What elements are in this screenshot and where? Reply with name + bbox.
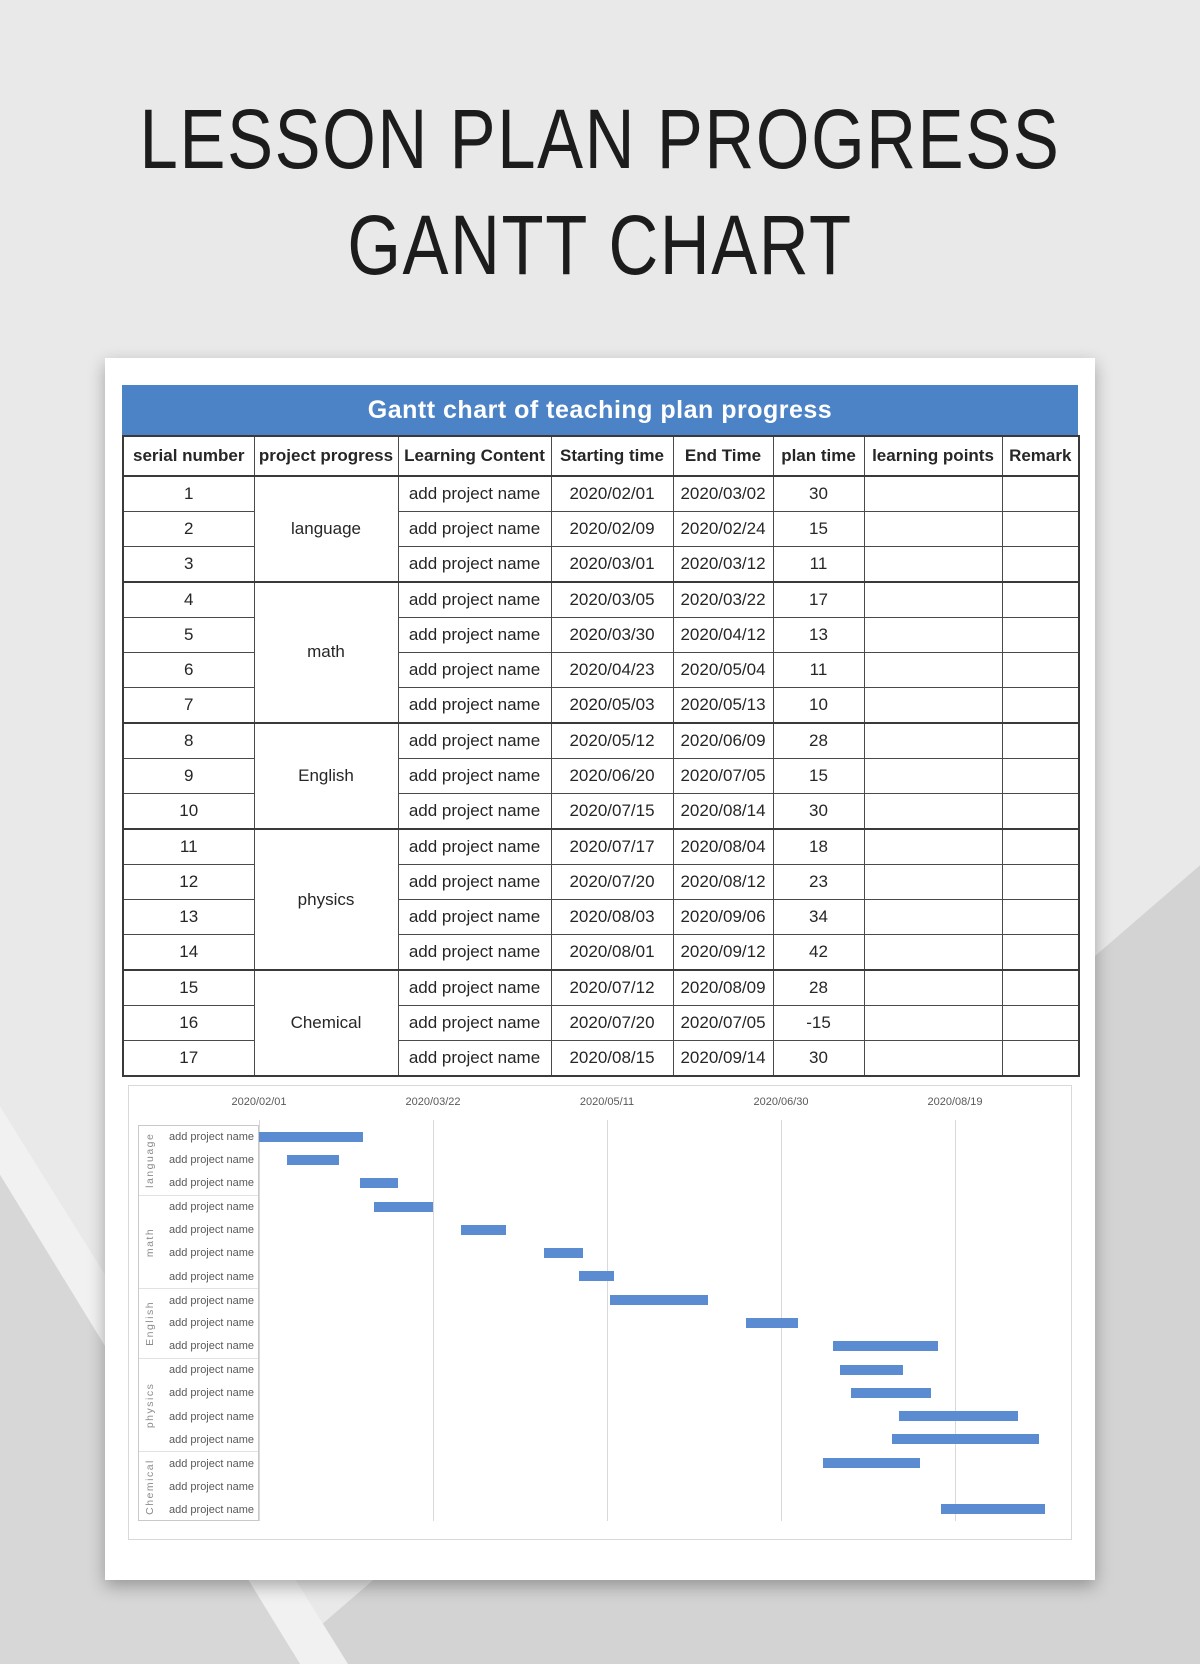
gantt-task-label: add project name <box>169 1131 254 1144</box>
plan-time-cell: 30 <box>773 476 864 511</box>
serial-cell: 11 <box>123 829 254 864</box>
end-time-cell: 2020/07/05 <box>673 758 773 793</box>
content-cell: add project name <box>398 864 551 899</box>
remark-cell <box>1002 829 1079 864</box>
subject-cell: physics <box>254 829 398 970</box>
end-time-cell: 2020/09/14 <box>673 1041 773 1076</box>
content-cell: add project name <box>398 547 551 582</box>
plan-time-cell: 23 <box>773 864 864 899</box>
gantt-task-label: add project name <box>169 1504 254 1517</box>
plan-time-cell: 11 <box>773 652 864 687</box>
remark-cell <box>1002 758 1079 793</box>
serial-cell: 2 <box>123 511 254 546</box>
gantt-bar <box>461 1225 506 1235</box>
learning-points-cell <box>864 652 1002 687</box>
content-cell: add project name <box>398 829 551 864</box>
remark-cell <box>1002 864 1079 899</box>
gantt-axis-label: 2020/03/22 <box>405 1096 461 1108</box>
gantt-bar <box>899 1411 1017 1421</box>
serial-cell: 7 <box>123 688 254 723</box>
learning-points-cell <box>864 900 1002 935</box>
page-title <box>108 86 1092 298</box>
gantt-bar <box>544 1248 582 1258</box>
start-time-cell: 2020/07/20 <box>551 1005 673 1040</box>
remark-cell <box>1002 652 1079 687</box>
gantt-group-section <box>139 1196 258 1289</box>
remark-cell <box>1002 794 1079 829</box>
table-row <box>123 723 1079 758</box>
end-time-cell: 2020/04/12 <box>673 617 773 652</box>
remark-cell <box>1002 511 1079 546</box>
remark-cell <box>1002 723 1079 758</box>
start-time-cell: 2020/03/01 <box>551 547 673 582</box>
end-time-cell: 2020/08/14 <box>673 794 773 829</box>
gantt-group-section <box>139 1452 258 1522</box>
serial-cell: 14 <box>123 935 254 970</box>
gantt-group-section <box>139 1359 258 1452</box>
gantt-bar <box>287 1155 339 1165</box>
gantt-group-name: language <box>144 1132 156 1189</box>
content-cell: add project name <box>398 652 551 687</box>
gantt-task-label: add project name <box>169 1433 254 1446</box>
start-time-cell: 2020/07/15 <box>551 794 673 829</box>
plan-time-cell: 42 <box>773 935 864 970</box>
content-cell: add project name <box>398 1041 551 1076</box>
subject-cell: language <box>254 476 398 582</box>
learning-points-cell <box>864 476 1002 511</box>
content-cell: add project name <box>398 723 551 758</box>
gantt-bar <box>892 1434 1038 1444</box>
plan-time-cell: 13 <box>773 617 864 652</box>
header-cell-learning-content: Learning Content <box>398 436 551 476</box>
end-time-cell: 2020/03/12 <box>673 547 773 582</box>
gantt-task-label: add project name <box>169 1294 254 1307</box>
content-cell: add project name <box>398 688 551 723</box>
remark-cell <box>1002 688 1079 723</box>
learning-points-cell <box>864 723 1002 758</box>
gantt-bar <box>360 1178 398 1188</box>
learning-points-cell <box>864 1005 1002 1040</box>
plan-time-cell: 11 <box>773 547 864 582</box>
end-time-cell: 2020/08/04 <box>673 829 773 864</box>
gantt-task-label: add project name <box>169 1270 254 1283</box>
gantt-gridline <box>433 1120 434 1521</box>
serial-cell: 16 <box>123 1005 254 1040</box>
gantt-bar <box>259 1132 363 1142</box>
page-title-line2: GANTT CHART <box>347 198 853 292</box>
plan-table <box>122 435 1080 1077</box>
plan-time-cell: 15 <box>773 758 864 793</box>
learning-points-cell <box>864 758 1002 793</box>
serial-cell: 15 <box>123 970 254 1005</box>
content-cell: add project name <box>398 617 551 652</box>
remark-cell <box>1002 547 1079 582</box>
learning-points-cell <box>864 829 1002 864</box>
gantt-group-name: math <box>144 1227 156 1257</box>
content-cell: add project name <box>398 1005 551 1040</box>
learning-points-cell <box>864 511 1002 546</box>
serial-cell: 12 <box>123 864 254 899</box>
header-row <box>123 436 1079 476</box>
gantt-group-name: English <box>144 1301 156 1346</box>
gantt-task-label: add project name <box>169 1340 254 1353</box>
start-time-cell: 2020/08/15 <box>551 1041 673 1076</box>
start-time-cell: 2020/02/01 <box>551 476 673 511</box>
gantt-axis-label: 2020/08/19 <box>927 1096 983 1108</box>
plan-time-cell: 15 <box>773 511 864 546</box>
learning-points-cell <box>864 794 1002 829</box>
remark-cell <box>1002 935 1079 970</box>
gantt-bar <box>941 1504 1045 1514</box>
serial-cell: 8 <box>123 723 254 758</box>
remark-cell <box>1002 900 1079 935</box>
gantt-group-section <box>139 1126 258 1196</box>
plan-time-cell: 28 <box>773 970 864 1005</box>
gantt-bar <box>823 1458 920 1468</box>
gantt-task-label: add project name <box>169 1201 254 1214</box>
end-time-cell: 2020/03/02 <box>673 476 773 511</box>
learning-points-cell <box>864 688 1002 723</box>
gantt-task-label: add project name <box>169 1410 254 1423</box>
page-title-line1: LESSON PLAN PROGRESS <box>139 92 1061 186</box>
gantt-bar <box>851 1388 931 1398</box>
gantt-task-list <box>161 1196 258 1288</box>
start-time-cell: 2020/02/09 <box>551 511 673 546</box>
start-time-cell: 2020/04/23 <box>551 652 673 687</box>
start-time-cell: 2020/05/12 <box>551 723 673 758</box>
table-row <box>123 829 1079 864</box>
gantt-bar <box>746 1318 798 1328</box>
start-time-cell: 2020/08/01 <box>551 935 673 970</box>
plan-table-body <box>123 476 1079 1076</box>
serial-cell: 10 <box>123 794 254 829</box>
end-time-cell: 2020/06/09 <box>673 723 773 758</box>
end-time-cell: 2020/05/04 <box>673 652 773 687</box>
gantt-group-name: physics <box>144 1382 156 1428</box>
plan-time-cell: 17 <box>773 582 864 617</box>
header-cell-plan-time: plan time <box>773 436 864 476</box>
gantt-task-label: add project name <box>169 1247 254 1260</box>
plan-time-cell: 30 <box>773 794 864 829</box>
gantt-task-label: add project name <box>169 1177 254 1190</box>
end-time-cell: 2020/07/05 <box>673 1005 773 1040</box>
gantt-chart <box>128 1085 1072 1540</box>
gantt-axis-label: 2020/06/30 <box>753 1096 809 1108</box>
gantt-bar <box>374 1202 433 1212</box>
table-row <box>123 476 1079 511</box>
gantt-task-label: add project name <box>169 1481 254 1494</box>
header-cell-starting-time: Starting time <box>551 436 673 476</box>
content-cell: add project name <box>398 970 551 1005</box>
header-cell-remark: Remark <box>1002 436 1079 476</box>
start-time-cell: 2020/07/20 <box>551 864 673 899</box>
remark-cell <box>1002 1041 1079 1076</box>
content-cell: add project name <box>398 794 551 829</box>
gantt-group-section <box>139 1289 258 1359</box>
gantt-task-label: add project name <box>169 1154 254 1167</box>
plan-time-cell: 18 <box>773 829 864 864</box>
gantt-bar <box>579 1271 614 1281</box>
serial-cell: 17 <box>123 1041 254 1076</box>
start-time-cell: 2020/07/12 <box>551 970 673 1005</box>
table-row <box>123 970 1079 1005</box>
content-cell: add project name <box>398 935 551 970</box>
gantt-gridline <box>955 1120 956 1521</box>
plan-time-cell: 30 <box>773 1041 864 1076</box>
gantt-task-label: add project name <box>169 1224 254 1237</box>
content-cell: add project name <box>398 476 551 511</box>
gantt-gridline <box>259 1120 260 1521</box>
gantt-task-list <box>161 1452 258 1522</box>
learning-points-cell <box>864 582 1002 617</box>
content-cell: add project name <box>398 582 551 617</box>
end-time-cell: 2020/05/13 <box>673 688 773 723</box>
gantt-gridline <box>607 1120 608 1521</box>
gantt-task-label: add project name <box>169 1387 254 1400</box>
plan-time-cell: 28 <box>773 723 864 758</box>
remark-cell <box>1002 476 1079 511</box>
template-card <box>105 358 1095 1580</box>
subject-cell: math <box>254 582 398 723</box>
header-cell-learning-points: learning points <box>864 436 1002 476</box>
subject-cell: English <box>254 723 398 829</box>
serial-cell: 5 <box>123 617 254 652</box>
gantt-axis-label: 2020/02/01 <box>231 1096 287 1108</box>
learning-points-cell <box>864 970 1002 1005</box>
end-time-cell: 2020/09/06 <box>673 900 773 935</box>
gantt-task-list <box>161 1289 258 1358</box>
gantt-task-list <box>161 1359 258 1451</box>
start-time-cell: 2020/03/30 <box>551 617 673 652</box>
header-cell-end-time: End Time <box>673 436 773 476</box>
start-time-cell: 2020/03/05 <box>551 582 673 617</box>
serial-cell: 9 <box>123 758 254 793</box>
table-title-banner: Gantt chart of teaching plan progress <box>122 385 1078 435</box>
gantt-task-label: add project name <box>169 1317 254 1330</box>
end-time-cell: 2020/08/09 <box>673 970 773 1005</box>
content-cell: add project name <box>398 511 551 546</box>
header-cell-serial-number: serial number <box>123 436 254 476</box>
gantt-bar <box>833 1341 937 1351</box>
subject-cell: Chemical <box>254 970 398 1076</box>
plan-time-cell: 34 <box>773 900 864 935</box>
serial-cell: 3 <box>123 547 254 582</box>
end-time-cell: 2020/08/12 <box>673 864 773 899</box>
learning-points-cell <box>864 547 1002 582</box>
learning-points-cell <box>864 617 1002 652</box>
plan-table-head <box>123 436 1079 476</box>
gantt-task-label: add project name <box>169 1364 254 1377</box>
start-time-cell: 2020/05/03 <box>551 688 673 723</box>
remark-cell <box>1002 617 1079 652</box>
learning-points-cell <box>864 1041 1002 1076</box>
gantt-task-list <box>161 1126 258 1195</box>
gantt-axis-label: 2020/05/11 <box>579 1096 635 1108</box>
content-cell: add project name <box>398 758 551 793</box>
header-cell-project-progress: project progress <box>254 436 398 476</box>
plan-time-cell: 10 <box>773 688 864 723</box>
serial-cell: 13 <box>123 900 254 935</box>
learning-points-cell <box>864 935 1002 970</box>
gantt-bar <box>610 1295 707 1305</box>
serial-cell: 1 <box>123 476 254 511</box>
end-time-cell: 2020/03/22 <box>673 582 773 617</box>
remark-cell <box>1002 1005 1079 1040</box>
table-row <box>123 582 1079 617</box>
serial-cell: 6 <box>123 652 254 687</box>
end-time-cell: 2020/09/12 <box>673 935 773 970</box>
gantt-bar <box>840 1365 903 1375</box>
start-time-cell: 2020/07/17 <box>551 829 673 864</box>
start-time-cell: 2020/06/20 <box>551 758 673 793</box>
end-time-cell: 2020/02/24 <box>673 511 773 546</box>
gantt-group-name: Chemical <box>144 1459 156 1515</box>
plan-time-cell: -15 <box>773 1005 864 1040</box>
content-cell: add project name <box>398 900 551 935</box>
gantt-label-box <box>138 1125 259 1521</box>
learning-points-cell <box>864 864 1002 899</box>
remark-cell <box>1002 970 1079 1005</box>
gantt-task-label: add project name <box>169 1457 254 1470</box>
start-time-cell: 2020/08/03 <box>551 900 673 935</box>
serial-cell: 4 <box>123 582 254 617</box>
remark-cell <box>1002 582 1079 617</box>
